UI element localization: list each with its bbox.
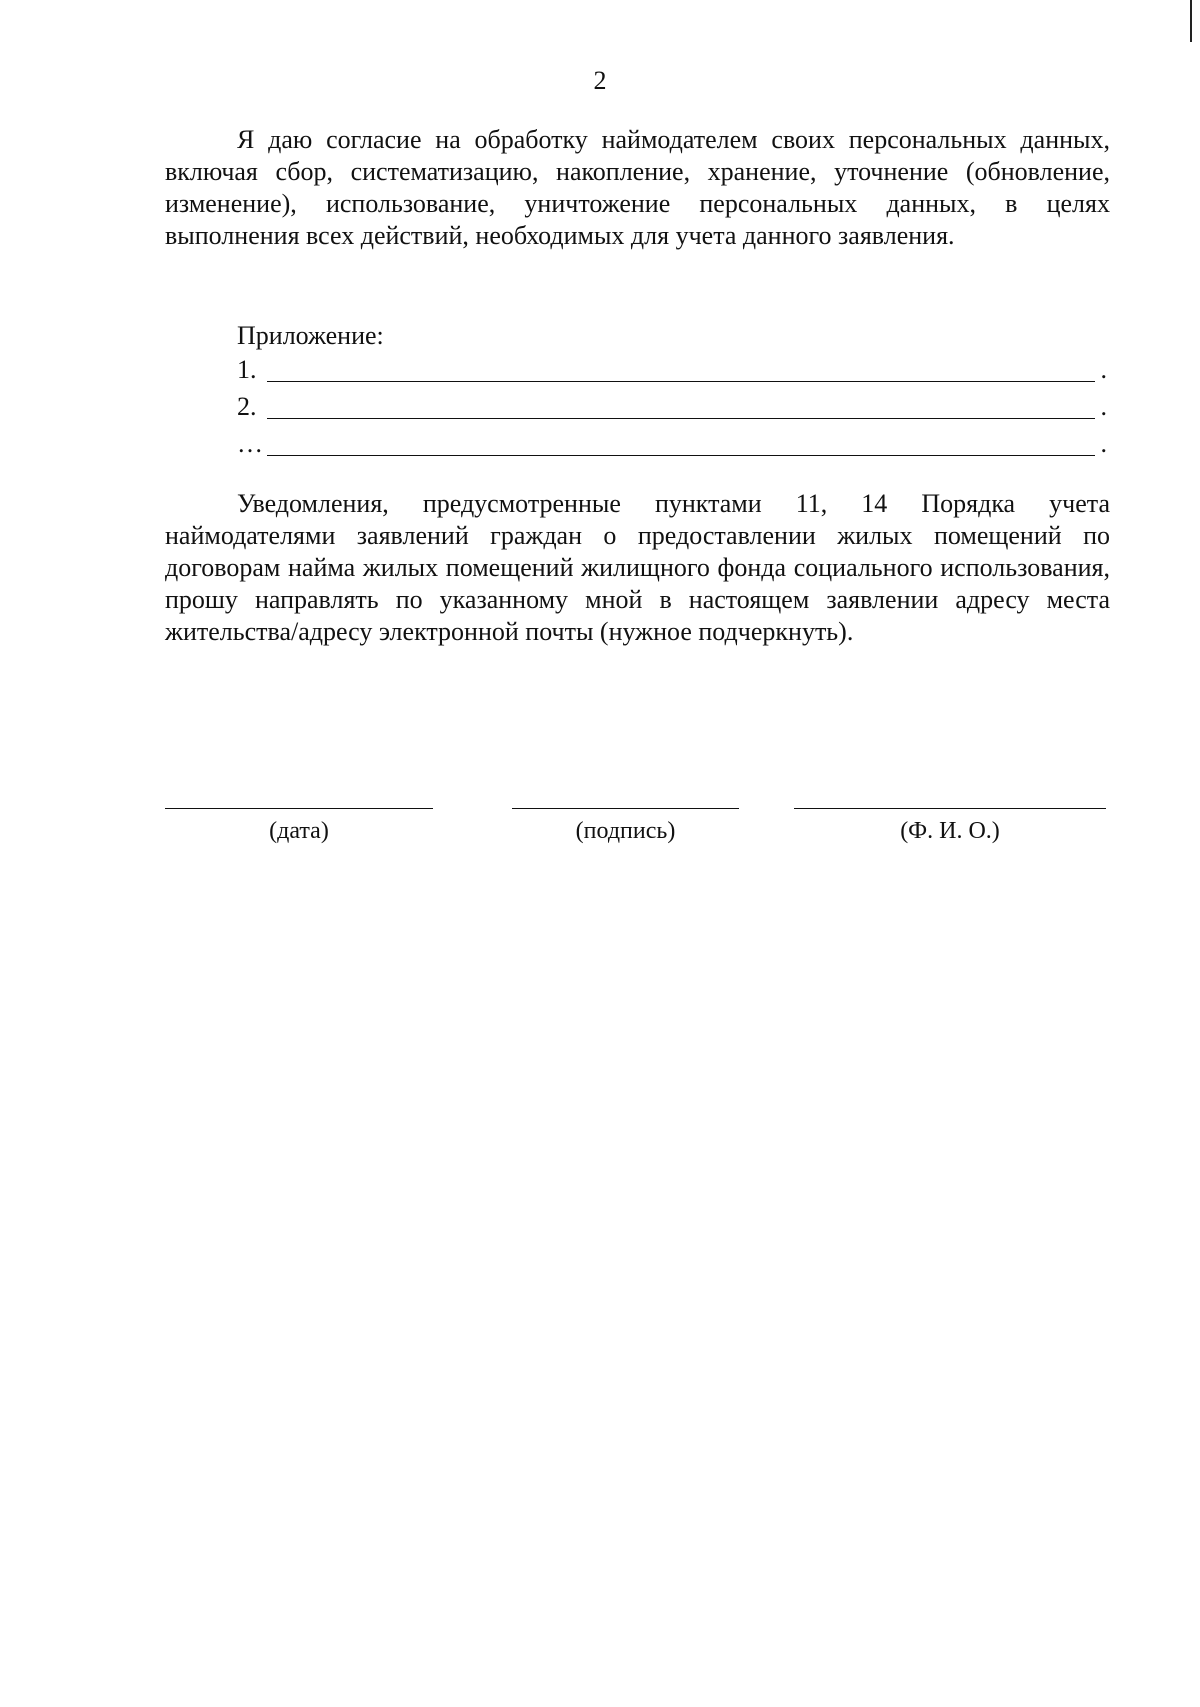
attachment-blank-line — [267, 455, 1095, 456]
signature-caption: (подпись) — [575, 818, 676, 844]
attachment-marker: 1. — [237, 355, 257, 384]
attachment-marker: … — [237, 429, 263, 458]
attachment-marker: 2. — [237, 392, 257, 421]
date-caption: (дата) — [269, 818, 329, 844]
page-number: 2 — [593, 66, 607, 95]
attachment-item — [237, 354, 1107, 386]
full-name-caption: (Ф. И. О.) — [900, 818, 1000, 844]
attachment-end-mark: . — [1100, 429, 1107, 458]
attachment-item — [237, 391, 1107, 423]
scan-edge-mark — [1190, 0, 1192, 42]
consent-paragraph: Я даю согласие на обработку наймодателем своих персональных данных, включая сбор, систематизацию, накопление, хранение, уточнение (обновление, изменение), использование, уничтожение персональных данных, в целях выполнения всех действий, необходимых для учета данного заявления. — [165, 125, 1110, 250]
attachment-item — [237, 428, 1107, 460]
attachment-blank-line — [267, 418, 1095, 419]
attachments-heading: Приложение: — [237, 321, 384, 350]
attachment-blank-line — [267, 381, 1095, 382]
signature-blank-line — [512, 808, 739, 809]
attachment-end-mark: . — [1100, 355, 1107, 384]
attachment-end-mark: . — [1100, 392, 1107, 421]
notice-paragraph: Уведомления, предусмотренные пунктами 11, 14 Порядка учета наймодателями заявлений граждан о предоставлении жилых помещений по договорам найма жилых помещений жилищного фонда социального использования, прошу направлять по указанному мной в настоящем заявлении адресу места жительства/адресу электронной почты (нужное подчеркнуть). — [165, 489, 1110, 646]
full-name-blank-line — [794, 808, 1106, 809]
date-blank-line — [165, 808, 433, 809]
